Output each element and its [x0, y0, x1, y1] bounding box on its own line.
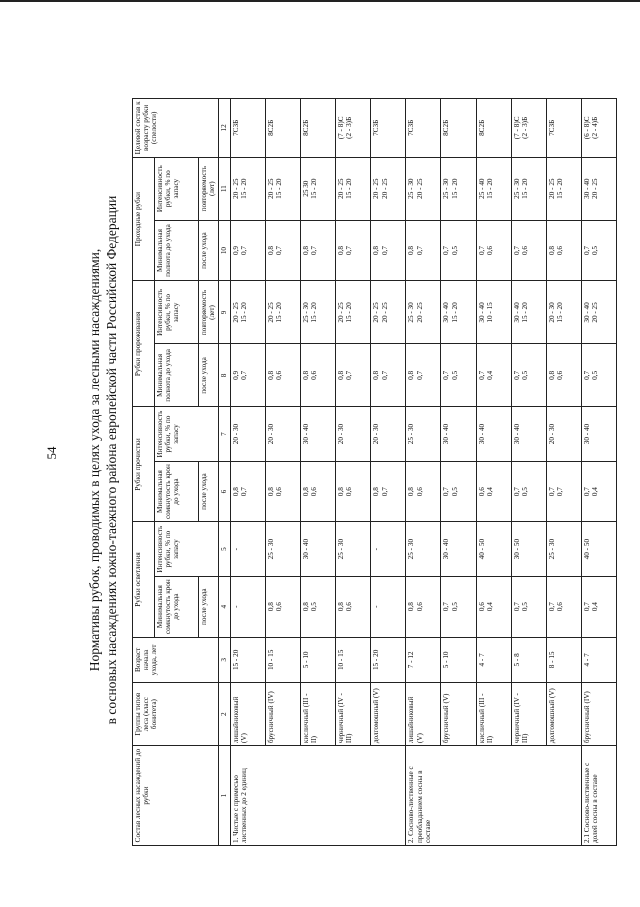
column-number: 2 — [219, 683, 231, 746]
page-title — [86, 60, 120, 860]
cell-forest-type: долгомошный (V) — [546, 683, 581, 746]
subheader-intensity: Интенсивность рубки, % по запасу — [155, 281, 199, 344]
rotated-table-container — [132, 98, 617, 846]
cell-c4: 0,6 0,4 — [476, 576, 511, 637]
cell-c5: 30 - 40 — [301, 522, 336, 576]
cell-forest-type: кисличный (III - II) — [301, 683, 336, 746]
column-number: 5 — [219, 522, 231, 576]
top-border — [0, 0, 640, 2]
table-row — [511, 99, 546, 846]
header-osvetleniya: Рубки осветления — [133, 522, 155, 637]
column-number: 3 — [219, 637, 231, 683]
cell-c7: 30 - 40 — [581, 407, 616, 461]
cell-start-age: 8 - 15 — [546, 637, 581, 683]
cell-forest-type: брусничный (IV) — [266, 683, 301, 746]
cell-c12: (7 - 8)С (2 - 3)Б — [336, 99, 371, 158]
cell-c7: 30 - 40 — [441, 407, 476, 461]
cell-c9: 20 - 30 15 - 20 — [546, 281, 581, 344]
cell-start-age: 15 - 20 — [231, 637, 266, 683]
table-row — [231, 99, 266, 846]
cell-c4: 0,8 0,6 — [266, 576, 301, 637]
cell-c4: 0,7 0,5 — [441, 576, 476, 637]
cell-c10: 0,8 0,6 — [546, 220, 581, 281]
cell-forest-type: брусничный (V) — [441, 683, 476, 746]
cell-c10: 0,8 0,7 — [266, 220, 301, 281]
cell-c6: 0,8 0,6 — [406, 461, 441, 522]
subheader-intensity: Интенсивность рубки, % по запасу — [155, 407, 219, 461]
cell-c12: 7С3Б — [231, 99, 266, 158]
cell-c8: 0,7 0,5 — [441, 344, 476, 407]
cell-c10: 0,8 0,7 — [301, 220, 336, 281]
cell-c6: 0,7 0,4 — [581, 461, 616, 522]
title-line-1: Нормативы рубок, проводимых в целях ухода за лесными насаждениями, — [87, 248, 102, 672]
cell-composition: 2. Сосново-лиственные с преобладанием сосны в составе — [406, 746, 581, 846]
cell-c6: 0,8 0,6 — [336, 461, 371, 522]
cell-c9: 20 - 25 15 - 20 — [266, 281, 301, 344]
cell-c5: 40 - 50 — [581, 522, 616, 576]
header-start-age: Возраст начала ухода, лет — [133, 637, 219, 683]
cell-forest-type: черничный (IV - III) — [511, 683, 546, 746]
cell-forest-type: долгомошный (V) — [371, 683, 406, 746]
cell-c9: 25 - 30 15 - 20 — [301, 281, 336, 344]
header-forest-groups: Группы типов леса (класс бонитета) — [133, 683, 219, 746]
column-numbers-row — [219, 99, 231, 846]
cell-c5: 25 - 30 — [336, 522, 371, 576]
cell-c5: 25 - 30 — [406, 522, 441, 576]
cell-c9: 25 - 30 20 - 25 — [406, 281, 441, 344]
cell-c5: - — [231, 522, 266, 576]
cell-c6: 0,8 0,7 — [231, 461, 266, 522]
cell-c8: 0,7 0,5 — [511, 344, 546, 407]
cell-c4: 0,8 0,6 — [406, 576, 441, 637]
cell-c4: - — [231, 576, 266, 637]
page-number: 54 — [44, 446, 59, 460]
cell-c11: 20 - 25 20 - 25 — [371, 157, 406, 220]
cell-c5: 25 - 30 — [546, 522, 581, 576]
subheader-after: после ухода — [199, 576, 219, 637]
cell-c12: 8С2Б — [441, 99, 476, 158]
table-row — [266, 99, 301, 846]
cell-c12: 8С2Б — [266, 99, 301, 158]
cell-c10: 0,7 0,6 — [476, 220, 511, 281]
cell-c7: 20 - 30 — [231, 407, 266, 461]
cell-c7: 30 - 40 — [476, 407, 511, 461]
cell-c12: 7С3Б — [546, 99, 581, 158]
cell-start-age: 4 - 7 — [476, 637, 511, 683]
cell-c8: 0,9 0,7 — [231, 344, 266, 407]
table-row — [336, 99, 371, 846]
column-number: 12 — [219, 99, 231, 158]
table-row — [546, 99, 581, 846]
table-row — [441, 99, 476, 846]
cell-c10: 0,9 0,7 — [231, 220, 266, 281]
cell-c4: 0,7 0,4 — [581, 576, 616, 637]
column-number: 1 — [219, 746, 231, 846]
cell-c7: 30 - 40 — [511, 407, 546, 461]
cell-c7: 20 - 30 — [336, 407, 371, 461]
column-number: 8 — [219, 344, 231, 407]
cell-c11: 25 - 30 15 - 20 — [511, 157, 546, 220]
table-row — [301, 99, 336, 846]
cell-forest-type: кисличный (III - II) — [476, 683, 511, 746]
cell-c9: 30 - 40 20 - 25 — [581, 281, 616, 344]
cell-c7: 25 - 30 — [406, 407, 441, 461]
column-number: 9 — [219, 281, 231, 344]
cell-start-age: 5 - 10 — [301, 637, 336, 683]
table-header — [133, 99, 231, 846]
cell-c12: (6 - 8)С (2 - 4)Б — [581, 99, 616, 158]
table-row — [581, 99, 616, 846]
cell-c10: 0,8 0,7 — [406, 220, 441, 281]
table-row — [371, 99, 406, 846]
cell-start-age: 15 - 20 — [371, 637, 406, 683]
column-number: 4 — [219, 576, 231, 637]
column-number: 6 — [219, 461, 231, 522]
subheader-repeat: повторяемость (лет) — [199, 157, 219, 220]
cell-c9: 30 - 40 10 - 15 — [476, 281, 511, 344]
cell-c8: 0,8 0,6 — [546, 344, 581, 407]
cell-c10: 0,8 0,7 — [371, 220, 406, 281]
subheader-intensity: Интенсивность рубки, % по запасу — [155, 522, 219, 576]
cell-c7: 20 - 30 — [371, 407, 406, 461]
column-number: 10 — [219, 220, 231, 281]
table-row — [476, 99, 511, 846]
cell-c6: 0,8 0,7 — [371, 461, 406, 522]
cell-c7: 20 - 30 — [266, 407, 301, 461]
cell-c6: 0,7 0,5 — [441, 461, 476, 522]
subheader-min-completeness: Минимальная полнота до ухода — [155, 220, 199, 281]
cell-c6: 0,6 0,4 — [476, 461, 511, 522]
cell-c8: 0,7 0,5 — [581, 344, 616, 407]
cell-c7: 30 - 40 — [301, 407, 336, 461]
cell-start-age: 4 - 7 — [581, 637, 616, 683]
cell-start-age: 10 - 15 — [266, 637, 301, 683]
header-target: Целевой состав к возрасту рубки (спелости) — [133, 99, 219, 158]
cell-c6: 0,8 0,6 — [301, 461, 336, 522]
cell-c11: 25 30 15 - 20 — [301, 157, 336, 220]
subheader-min-closure: Минимальная сомкнутость крон до ухода — [155, 576, 199, 637]
subheader-after: после ухода — [199, 344, 219, 407]
cell-forest-type: черничный (IV - III) — [336, 683, 371, 746]
cell-forest-type: лишайниковый (V) — [231, 683, 266, 746]
cell-c4: 0,8 0,5 — [301, 576, 336, 637]
table-body — [231, 99, 617, 846]
column-number: 11 — [219, 157, 231, 220]
subheader-intensity: Интенсивность рубки, % по запасу — [155, 157, 199, 220]
cell-c5: 30 - 40 — [441, 522, 476, 576]
cell-c8: 0,7 0,4 — [476, 344, 511, 407]
cell-c11: 20 - 25 15 - 20 — [266, 157, 301, 220]
cell-c5: - — [371, 522, 406, 576]
cell-c4: 0,7 0,6 — [546, 576, 581, 637]
column-number: 7 — [219, 407, 231, 461]
cell-c11: 20 - 25 15 - 20 — [336, 157, 371, 220]
cell-start-age: 10 - 15 — [336, 637, 371, 683]
cell-c4: - — [371, 576, 406, 637]
cell-c4: 0,7 0,5 — [511, 576, 546, 637]
cell-c11: 30 - 40 20 - 25 — [581, 157, 616, 220]
cell-c6: 0,7 0,7 — [546, 461, 581, 522]
cell-c12: 8С2Б — [476, 99, 511, 158]
cell-c12: 8С2Б — [301, 99, 336, 158]
cell-c5: 40 - 50 — [476, 522, 511, 576]
cell-c9: 20 - 25 20 - 25 — [371, 281, 406, 344]
cell-c9: 20 - 25 15 - 20 — [336, 281, 371, 344]
cell-start-age: 7 - 12 — [406, 637, 441, 683]
cell-c11: 20 - 25 15 - 20 — [231, 157, 266, 220]
cell-c11: 25 - 40 15 - 20 — [476, 157, 511, 220]
cell-c12: (7 - 8)С (2 - 3)Б — [511, 99, 546, 158]
cell-composition: 1. Чистые с примесью лиственных до 2 единиц — [231, 746, 406, 846]
cell-c8: 0,8 0,6 — [266, 344, 301, 407]
header-prokhodnye: Проходные рубки — [133, 157, 155, 281]
cell-start-age: 5 - 8 — [511, 637, 546, 683]
header-prochistki: Рубки прочистки — [133, 407, 155, 522]
cell-c11: 25 - 30 15 - 20 — [441, 157, 476, 220]
cell-forest-type: лишайниковый (V) — [406, 683, 441, 746]
cell-c10: 0,7 0,5 — [581, 220, 616, 281]
cell-c6: 0,8 0,6 — [266, 461, 301, 522]
cell-c10: 0,8 0,7 — [336, 220, 371, 281]
cell-c12: 7С3Б — [371, 99, 406, 158]
cell-c10: 0,7 0,6 — [511, 220, 546, 281]
cell-c10: 0,7 0,5 — [441, 220, 476, 281]
subheader-after: после ухода — [199, 220, 219, 281]
cell-c8: 0,8 0,6 — [301, 344, 336, 407]
header-composition: Состав лесных насаждений до рубки — [133, 746, 219, 846]
standards-table — [132, 98, 617, 846]
cell-c8: 0,8 0,7 — [406, 344, 441, 407]
title-line-2: в сосновых насаждениях южно-таежного района европейской части Российской Федерации — [104, 195, 119, 725]
cell-c9: 30 - 40 15 - 20 — [511, 281, 546, 344]
subheader-min-closure: Минимальная сомкнутость крон до ухода — [155, 461, 199, 522]
cell-start-age: 5 - 10 — [441, 637, 476, 683]
table-row — [406, 99, 441, 846]
cell-c12: 7С3Б — [406, 99, 441, 158]
header-prorezhivaniya: Рубки прореживания — [133, 281, 155, 407]
cell-forest-type: брусничный (IV) — [581, 683, 616, 746]
subheader-min-completeness: Минимальная полнота до ухода — [155, 344, 199, 407]
subheader-repeat: повторяемость (лет) — [199, 281, 219, 344]
cell-c6: 0,7 0,5 — [511, 461, 546, 522]
cell-c7: 20 - 30 — [546, 407, 581, 461]
cell-c9: 30 - 40 15 - 20 — [441, 281, 476, 344]
cell-c11: 20 - 25 15 - 20 — [546, 157, 581, 220]
cell-c9: 20 - 25 15 - 20 — [231, 281, 266, 344]
cell-composition: 2.1 Сосново-лиственные с долей сосны в составе — [581, 746, 616, 846]
subheader-after: после ухода — [199, 461, 219, 522]
cell-c4: 0,8 0,6 — [336, 576, 371, 637]
cell-c5: 25 - 30 — [266, 522, 301, 576]
cell-c5: 30 - 50 — [511, 522, 546, 576]
cell-c8: 0,8 0,7 — [371, 344, 406, 407]
cell-c8: 0,8 0,7 — [336, 344, 371, 407]
cell-c11: 25 - 30 20 - 25 — [406, 157, 441, 220]
